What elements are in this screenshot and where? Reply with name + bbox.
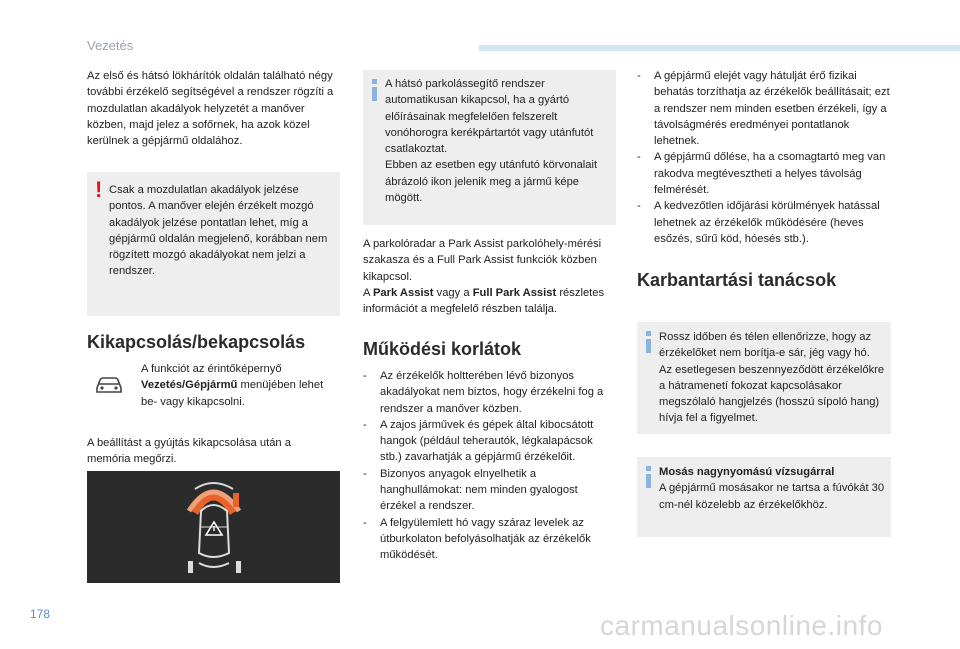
page-number: 178 [30,607,51,621]
ref-park-assist: Park Assist [372,287,434,299]
washing-text [659,464,885,513]
list-item: - A felgyülemlett hó vagy száraz levelek az útburkolaton befolyásolhatják az érzékelők működését. [363,515,616,564]
washing-box [637,457,891,537]
maintenance-box [637,322,891,434]
intro-paragraph: Az első és hátsó lökhárítók oldalán található négy további érzékelő segítségével a rendszer rögzíti a mozdulatlan akadályok helyzetét a manőver közben, majd jelez a sofőrnek, ha azok közel kerülnek a gépjármű oldalához. [87,70,334,148]
list-item: - A gépjármű dőlése, ha a csomagtartó meg van rakodva megtévesztheti a helyes távolság felmérését. [637,149,895,198]
ref-part-c: vagy a [436,287,470,299]
info-box-trailer [363,70,616,225]
memory-paragraph: A beállítást a gyújtás kikapcsolása után a memória megőrzi. [87,437,291,466]
park-assist-reference [363,285,618,318]
list-item: - A kedvezőtlen időjárási körülmények hatással lehetnek az érzékelők működésére (heves esőzés, sűrű köd, hóesés stb.). [637,198,895,247]
icon-text [141,361,326,410]
exclamation-icon: ! [95,177,103,202]
washing-body: A gépjármű mosásakor ne tartsa a fúvókát 30 cm-nél közelebb az érzékelőkhöz. [659,482,885,511]
heading-karbantartasi-tanacsok: Karbantartási tanácsok [637,270,837,290]
heading-kikapcsolas: Kikapcsolás/bekapcsolás [87,332,306,352]
icon-text-part1: A funkciót az érintőképernyő [141,363,282,375]
ref-full-park-assist: Full Park Assist [472,287,557,299]
header-bar [479,45,960,51]
park-assist-paragraph: A parkolóradar a Park Assist parkolóhely-mérési szakasza és a Full Park Assist funkciók közben kikapcsol. [363,238,602,283]
watermark: carmanualsonline.info [600,610,883,641]
list-item: - A zajos járművek és gépek által kibocsátott hangok (például teherautók, légkalapácsok stb.) zavarhatják a gépjármű érzékelőit. [363,417,616,466]
info-icon [372,79,377,101]
menu-path: Vezetés/Gépjármű [141,379,238,392]
info-text: A hátsó parkolássegítő rendszer automatikusan kikapcsol, ha a gyártó előírásainak megfelelően felszerelt vonóhorogra kerékpártartót vagy utánfutót csatlakoztat. Ebben az esetben egy utánfutó körvonalait ábrázoló ikon jelenik meg a jármű képe mögött. [385,78,598,205]
car-menu-icon [94,374,124,396]
parking-sensor-screen [87,471,340,583]
info-icon [646,466,651,488]
list-item: - Bizonyos anyagok elnyelhetik a hanghullámokat: nem minden gyalogost érzékel a rendszer. [363,466,616,515]
car-topview-icon [87,471,340,583]
section-title: Vezetés [87,38,134,53]
info-icon [646,331,651,353]
ref-part-e: részletes információt a megfelelő részben találja. [363,287,605,316]
heading-mukodesi-korlatok: Működési korlátok [363,339,522,359]
list-item: - A gépjármű elejét vagy hátulját érő fizikai behatás torzíthatja az érzékelők beállításait; ezt a rendszer nem minden esetben érzékeli, így a távolságmérés eredményei pontatlanok lehetnek. [637,68,895,149]
limits-list-1 [363,368,616,564]
warning-text: Csak a mozdulatlan akadályok jelzése pontos. A manőver elején érzékelt mozgó akadályok jelzése pontatlan lehet, míg a gépjármű oldalán megjelenő, korábban nem rögzített mozgó akadályokat nem jelzi a rendszer. [109,184,328,278]
warning-box [87,172,340,316]
icon-text-part2: menüjében lehet be- vagy kikapcsolni. [141,379,324,408]
list-item: - Az érzékelők holtterében lévő bizonyos akadályokat nem biztos, hogy érzékelni fog a rendszer a manőver közben. [363,368,616,417]
washing-title: Mosás nagynyomású vízsugárral [659,466,835,478]
limits-list-2 [637,68,895,247]
maintenance-text: Rossz időben és télen ellenőrizze, hogy az érzékelőket nem borítja-e sár, jég vagy hó. Az esetlegesen beszennyeződött érzékelőkre a hátramenetí fokozat kapcsolásakor megszólaló hangjelzés (hosszú sípoló hang) hívja fel a figyelmet. [659,331,885,425]
ref-part-a: A [363,287,370,299]
